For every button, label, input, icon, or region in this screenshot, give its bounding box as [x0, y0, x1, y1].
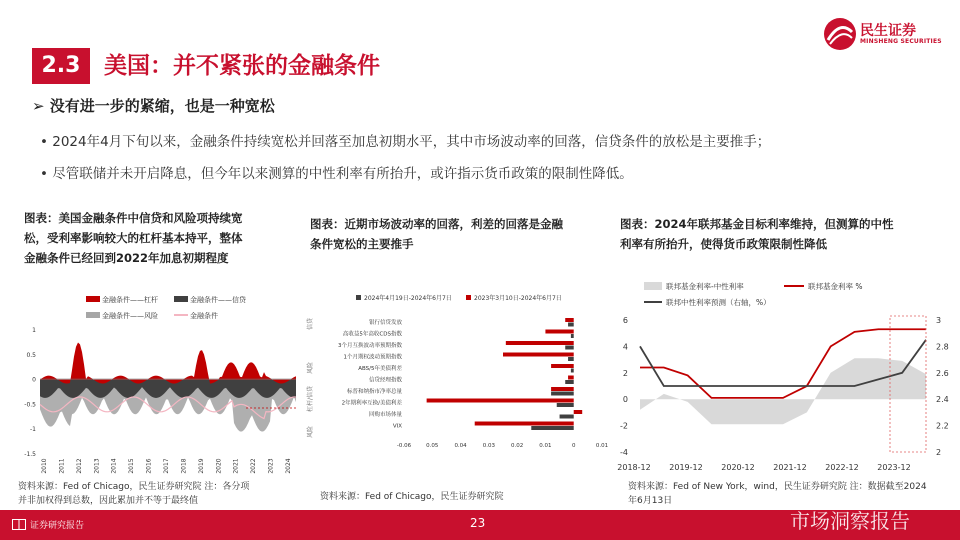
figure3-source: 资料来源：Fed of New York，wind，民生证券研究院 注：数据截至2024 年6月13日: [628, 482, 927, 506]
category-label: 标普和纳指市净率总量: [346, 389, 402, 395]
group-label-leverage-credit: 杠杆/信贷: [307, 385, 314, 412]
legend-swatch-risk: [86, 312, 100, 318]
legend-swatch-long: [466, 295, 471, 300]
x-tick-label: 2022: [250, 458, 258, 474]
x-tick-label: 2018-12: [617, 463, 651, 472]
category-label: 1个月期权波动预期指数: [343, 354, 402, 361]
figure2-source: 资料来源：Fed of Chicago，民生证券研究院: [320, 492, 504, 502]
subheading: ➢ 没有进一步的紧缩，也是一种宽松: [32, 97, 275, 115]
y-tick-label: 0.5: [26, 351, 36, 359]
y-right-tick-label: 2.8: [936, 342, 949, 352]
x-tick-label: 2021: [232, 458, 240, 474]
y-tick-label: -0.5: [24, 401, 36, 409]
x-tick-label: 2022-12: [825, 463, 859, 472]
category-label: VIX: [392, 423, 402, 430]
section-number-badge: 2.3: [32, 48, 90, 84]
x-tick-label: 2017: [163, 458, 170, 474]
x-tick-label: -0.06: [396, 443, 412, 449]
book-icon: [12, 519, 26, 530]
x-tick-label: 2023: [267, 458, 275, 474]
y-right-tick-label: 2: [936, 448, 942, 457]
x-tick-label: 2020-12: [721, 463, 755, 472]
bar-recent: [571, 369, 574, 373]
bar-recent: [568, 357, 574, 361]
bar-recent: [531, 426, 573, 430]
y-right-tick-label: 2.6: [936, 368, 949, 378]
x-tick-label: 2012: [75, 458, 83, 474]
bullet-1: • 2024年4月下旬以来，金融条件持续宽松并回落至加息初期水平，其中市场波动率的回落，信贷条件的放松是主要推手；: [40, 134, 771, 150]
x-tick-label: 2011: [58, 458, 66, 474]
legend-label-neutral: 联邦中性利率预测（右轴，%）: [666, 298, 771, 307]
legend-label-long: 2023年3月10日-2024年6月7日: [474, 295, 562, 302]
x-tick-label: 2020: [215, 458, 223, 474]
x-tick-label: 2010: [41, 458, 48, 474]
footer-label: 证券研究报告: [30, 521, 85, 531]
group-label-risk: 风险: [307, 361, 314, 374]
bar-long: [565, 318, 573, 322]
brand-name-en: MINSHENG SECURITIES: [860, 38, 942, 45]
legend-swatch-credit: [174, 296, 188, 302]
category-label: 3个月互换波动率预期指数: [337, 343, 402, 349]
x-tick-label: 2015: [128, 458, 136, 474]
x-tick-label: 2013: [93, 458, 101, 474]
legend-swatch-gap: [644, 282, 662, 290]
figure1-chart: [14, 288, 300, 480]
x-tick-label: 2021-12: [773, 463, 807, 472]
y-tick-label: -1: [30, 426, 36, 434]
bar-long: [574, 410, 582, 414]
y-left-tick-label: -2: [620, 421, 628, 431]
y-tick-label: -1.5: [24, 451, 36, 458]
minsheng-logo-icon: [822, 16, 858, 52]
legend-label-total: 金融条件: [190, 312, 218, 320]
bar-recent: [568, 323, 574, 327]
bar-recent: [560, 415, 574, 419]
figure3-caption: 图表：2024年联邦基金目标利率维持，但测算的中性 利率有所抬升，使得货币政策限制性降低: [620, 217, 894, 251]
y-left-tick-label: 2: [622, 368, 628, 378]
y-left-tick-label: 0: [622, 395, 628, 405]
x-tick-label: 0.05: [426, 443, 439, 449]
y-left-tick-label: 4: [622, 342, 628, 352]
x-tick-label: 2016: [145, 458, 153, 474]
bar-recent: [551, 392, 574, 396]
y-tick-label: 1: [32, 327, 36, 334]
x-tick-label: 0.01: [595, 443, 609, 449]
x-tick-label: 2019-12: [669, 463, 703, 472]
bar-recent: [565, 346, 573, 350]
category-label: 高收益5年高收CDS指数: [342, 331, 402, 338]
legend-label-risk: 金融条件——风险: [102, 312, 158, 320]
page-title: 美国：并不紧张的金融条件: [104, 53, 380, 79]
category-label: 银行信贷发放: [368, 320, 402, 326]
bar-long: [427, 399, 574, 403]
brand-name: 民生证券: [860, 23, 916, 39]
bar-long: [475, 422, 574, 426]
category-label: 回购市场体量: [368, 412, 402, 418]
category-label: 2年期利率互换/美债利差: [341, 400, 402, 407]
y-right-tick-label: 2.2: [936, 421, 949, 431]
bar-long: [551, 364, 574, 368]
legend-label-recent: 2024年4月19日-2024年6月7日: [364, 295, 452, 302]
bar-long: [506, 341, 574, 345]
figure1-caption: 图表：美国金融条件中信贷和风险项持续宽 松，受利率影响较大的杠杆基本持平，整体 金融条件已经回到2022年加息初期程度: [24, 211, 243, 265]
series-leverage-area: [40, 343, 296, 384]
x-tick-label: 0.01: [539, 443, 552, 449]
legend-swatch-leverage: [86, 296, 100, 302]
legend-label-gap: 联邦基金利率-中性利率: [666, 282, 744, 291]
x-tick-label: 0.04: [454, 443, 467, 449]
y-left-tick-label: -4: [620, 448, 628, 457]
bar-long: [545, 330, 573, 334]
series-gap-area: [640, 358, 926, 424]
x-tick-label: 2014: [110, 458, 118, 474]
category-label: 信贷经理指数: [368, 377, 402, 384]
x-tick-label: 0.03: [482, 443, 495, 449]
bar-long: [568, 376, 574, 380]
legend-label-leverage: 金融条件——杠杆: [102, 296, 158, 304]
legend-swatch-recent: [356, 295, 361, 300]
bar-long: [551, 387, 574, 391]
page-number: 23: [470, 516, 486, 530]
y-left-tick-label: 6: [622, 316, 628, 325]
figure1-source: 资料来源：Fed of Chicago，民生证券研究院 注：各分项 并非加权得到总数，因此累加并不等于最终值: [18, 482, 250, 506]
bar-long: [503, 353, 574, 357]
figure2-caption: 图表：近期市场波动率的回落，利差的回落是金融 条件宽松的主要推手: [310, 217, 563, 251]
figure2-chart: [306, 288, 609, 468]
x-tick-label: 2023-12: [877, 463, 911, 472]
x-tick-label: 2024: [285, 458, 292, 474]
bar-recent: [571, 334, 574, 338]
x-tick-label: 2018: [180, 458, 188, 474]
bar-recent: [557, 403, 574, 407]
group-label-risk-2: 风险: [307, 425, 314, 438]
y-tick-label: 0: [32, 376, 36, 384]
bullet-2: • 尽管联储并未开启降息，但今年以来测算的中性利率有所抬升，或许指示货币政策的限制性降低。: [40, 166, 633, 182]
x-tick-label: 2019: [197, 458, 205, 474]
bar-recent: [565, 380, 573, 384]
group-label-credit: 信贷: [307, 317, 314, 330]
y-right-tick-label: 2.4: [936, 395, 949, 405]
legend-label-fedfunds: 联邦基金利率 %: [808, 282, 863, 291]
y-right-tick-label: 3: [936, 316, 942, 325]
category-label: ABS/5年美债利差: [358, 366, 402, 372]
x-tick-label: 0: [571, 443, 576, 449]
watermark-text: 市场洞察报告: [790, 509, 910, 533]
x-tick-label: 0.02: [511, 443, 524, 449]
figure3-chart: [614, 276, 954, 474]
legend-label-credit: 金融条件——信贷: [190, 296, 246, 304]
